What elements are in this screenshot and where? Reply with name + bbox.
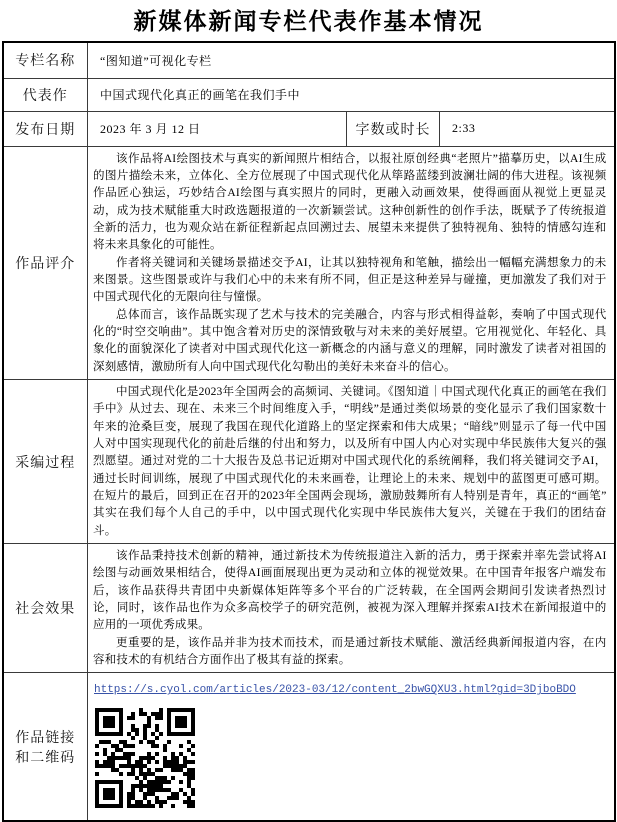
table-row-representative-work [3, 78, 615, 111]
social-effect-content [88, 544, 615, 673]
table-row-review [3, 146, 615, 379]
publish-date-value: 2023 年 3 月 12 日 [88, 111, 347, 146]
column-name-value: “图知道”可视化专栏 [88, 42, 615, 78]
social-effect-paragraph: 更重要的是，该作品并非为技术而技术，而是通过新技术赋能、激活经典新闻报道内容，在内容和技术的有机结合方面作出了极其有益的探索。 [93, 636, 607, 667]
review-label: 作品评介 [3, 146, 88, 379]
table-row-process [3, 379, 615, 543]
review-paragraph: 总体而言，该作品既实现了艺术与技术的完美融合，内容与形式相得益彰，奏响了中国式现代化的“时空交响曲”。其中饱含着对历史的深情致敬与对未来的美好展望。它用视觉化、年轻化、具象化的面貌深化了读者对中国式现代化这一新概念的内涵与意义的理解，同时激发了读者对祖国的深刻感情，激励所有人向中国式现代化勾勒出的美好未来奋斗的信心。 [93, 308, 607, 373]
column-name-label: 专栏名称 [3, 42, 88, 78]
review-paragraph: 作者将关键词和关键场景描述交予AI，让其以独特视角和笔触，描绘出一幅幅充满想象力的未来图景。这些图景或许与我们心中的未来有所不同，但正是这种差异与碰撞，更加激发了我们对于中国式现代化的无限向往与憧憬。 [93, 256, 607, 304]
publish-date-label: 发布日期 [3, 111, 88, 146]
table-row-link-qr [3, 673, 615, 821]
social-effect-paragraph: 该作品秉持技术创新的精神，通过新技术为传统报道注入新的活力，勇于探索并率先尝试将AI绘图与动画效果相结合，使得AI画面展现出更为灵动和立体的视觉效果。在中国青年报客户端发布后，该作品获得共青团中央新媒体矩阵等多个平台的广泛转载，在全国两会期间引发读者热烈讨论，同时，该作品也作为众多高校学子的研究范例，被视为深入理解并探索AI技术在新闻报道中的应用的一项优秀成果。 [93, 550, 607, 632]
review-paragraph: 该作品将AI绘图技术与真实的新闻照片相结合，以报社原创经典“老照片”描摹历史，以AI生成的图片描绘未来，立体化、全方位展现了中国式现代化从筚路蓝缕到波澜壮阔的伟大进程。该视频作品匠心独运，巧妙结合AI绘图与真实照片的同时，更融入动画效果，使得画面从视觉上更显灵动，成为技术赋能重大时政选题报道的一次新颖尝试。这种创新性的创作手法，既赋予了传统报道全新的活力，也为观众站在新征程新起点回溯过去、展望未来提供了独特视角、独特的情感勾连和将未来具象化的可能性。 [93, 152, 607, 252]
process-label: 采编过程 [3, 379, 88, 543]
page-title: 新媒体新闻专栏代表作基本情况 [133, 8, 484, 34]
process-paragraph: 中国式现代化是2023年全国两会的高频词、关键词。《图知道｜中国式现代化真正的画笔在我们手中》从过去、现在、未来三个时间维度入手，“明线”是通过类似场景的变化显示了我们国家数十年来的沧桑巨变，展现了我国在现代化道路上的坚定探索和伟大成果；“暗线”则显示了每一代中国人对中国实现现代化的前赴后继的付出和努力，以及所有中国人内心对实现中华民族伟大复兴的强烈愿望。通过对党的二十大报告及总书记近期对中国式现代化的系统阐释，我们将关键词交予AI，通过长时间训练，展现了中国式现代化的未来画卷，让理论上的未来、规划中的蓝图更可感可期。在短片的最后，回到正在召开的2023年全国两会现场，激励鼓舞所有人特别是青年，真正的“画笔”其实在我们每个人自己的手中，以中国式现代化实现中华民族伟大复兴，关键在于我们的团结奋斗。 [93, 385, 607, 537]
qr-code-icon [95, 708, 195, 808]
duration-value: 2:33 [440, 111, 615, 146]
social-effect-label: 社会效果 [3, 544, 88, 673]
table-row-social-effect [3, 544, 615, 673]
article-link[interactable]: https://s.cyol.com/articles/2023-03/12/content_2bwGQXU3.html?gid=3DjboBDO [94, 684, 576, 697]
process-content [88, 379, 615, 543]
info-table [2, 41, 616, 822]
representative-work-label: 代表作 [3, 78, 88, 111]
duration-label: 字数或时长 [347, 111, 440, 146]
link-qr-label: 作品链接 和二维码 [3, 673, 88, 821]
table-row-column-name [3, 42, 615, 78]
table-row-publish-date [3, 111, 615, 146]
review-content [88, 146, 615, 379]
representative-work-value: 中国式现代化真正的画笔在我们手中 [88, 78, 615, 111]
link-qr-content [88, 673, 615, 821]
